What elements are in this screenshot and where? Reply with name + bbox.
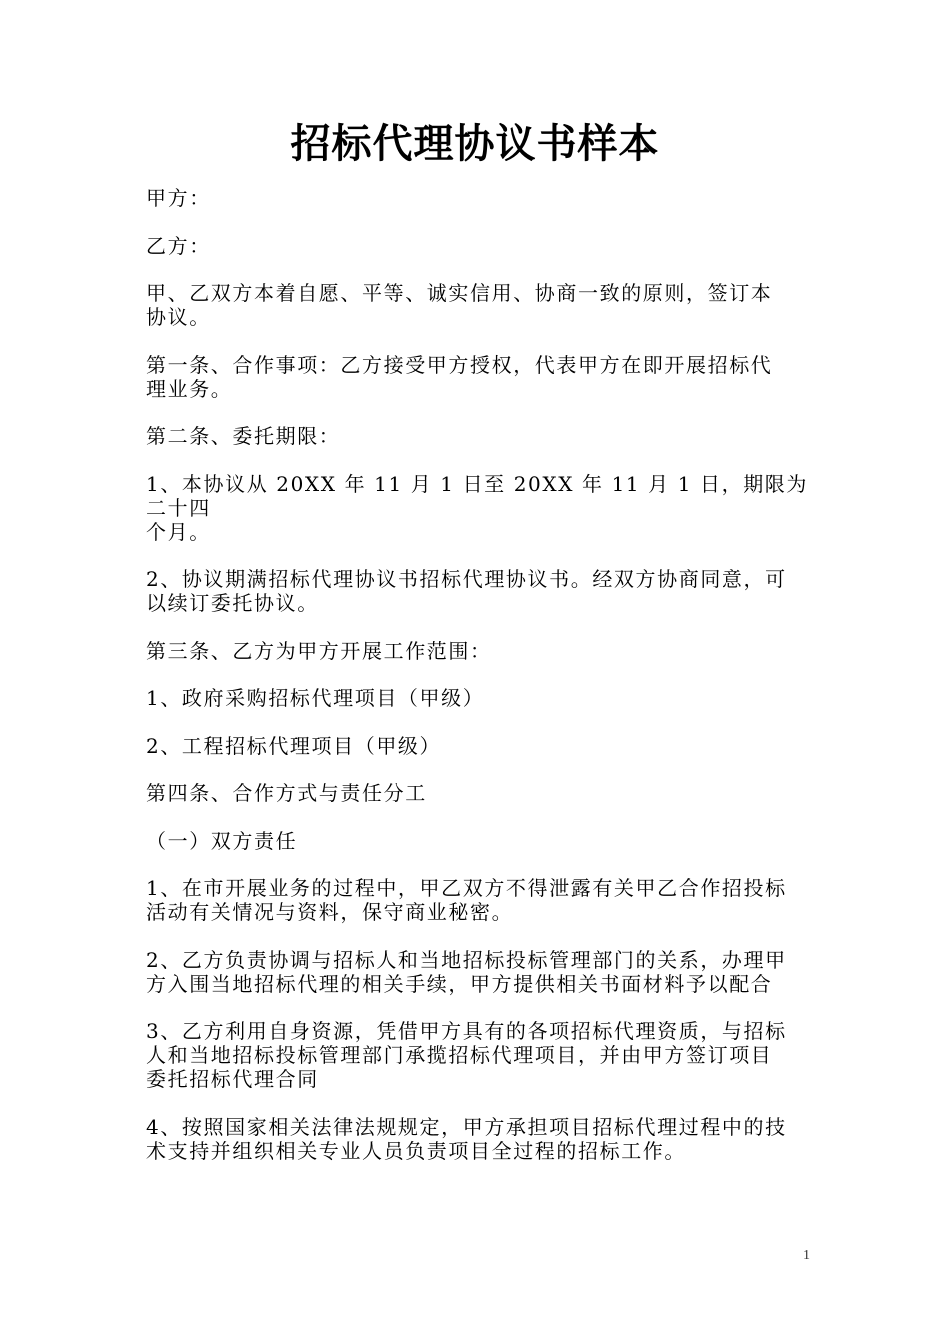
article-1-cooperation: 第一条、合作事项：乙方接受甲方授权，代表甲方在即开展招标代 理业务。 bbox=[146, 352, 773, 401]
article-4-heading: 第四条、合作方式与责任分工 bbox=[146, 781, 427, 805]
article-2-item-2: 2、协议期满招标代理协议书招标代理协议书。经双方协商同意，可 以续订委托协议。 bbox=[146, 567, 787, 615]
document-body bbox=[146, 186, 810, 1186]
article-3-item-1: 1、政府采购招标代理项目（甲级） bbox=[146, 686, 485, 710]
section-1-item-4: 4、按照国家相关法律法规规定，甲方承担项目招标代理过程中的技 术支持并组织相关专业人员负责项目全过程的招标工作。 bbox=[146, 1114, 787, 1163]
section-1-item-3: 3、乙方利用自身资源，凭借甲方具有的各项招标代理资质，与招标 人和当地招标投标管理部门承揽招标代理项目，并由甲方签订项目 委托招标代理合同 bbox=[146, 1019, 787, 1091]
page-number: 1 bbox=[803, 1248, 810, 1263]
section-1-item-1: 1、在市开展业务的过程中，甲乙双方不得泄露有关甲乙合作招投标 活动有关情况与资料，保守商业秘密。 bbox=[146, 876, 787, 924]
party-a-line: 甲方： bbox=[146, 186, 211, 210]
article-3-item-2: 2、工程招标代理项目（甲级） bbox=[146, 733, 442, 758]
article-2-item-1: 1、本协议从 20XX 年 11 月 1 日至 20XX 年 11 月 1 日，期限为二十四 个月。 bbox=[146, 471, 809, 544]
article-2-heading: 第二条、委托期限： bbox=[146, 424, 341, 448]
article-3-heading: 第三条、乙方为甲方开展工作范围： bbox=[146, 638, 492, 663]
section-1-item-2: 2、乙方负责协调与招标人和当地招标投标管理部门的关系，办理甲 方入围当地招标代理的相关手续，甲方提供相关书面材料予以配合 bbox=[146, 947, 787, 996]
section-1-heading: （一）双方责任 bbox=[146, 828, 298, 853]
party-b-line: 乙方： bbox=[146, 233, 211, 258]
document-title: 招标代理协议书样本 bbox=[290, 121, 660, 167]
preamble-paragraph: 甲、乙双方本着自愿、平等、诚实信用、协商一致的原则，签订本 协议。 bbox=[146, 281, 773, 329]
